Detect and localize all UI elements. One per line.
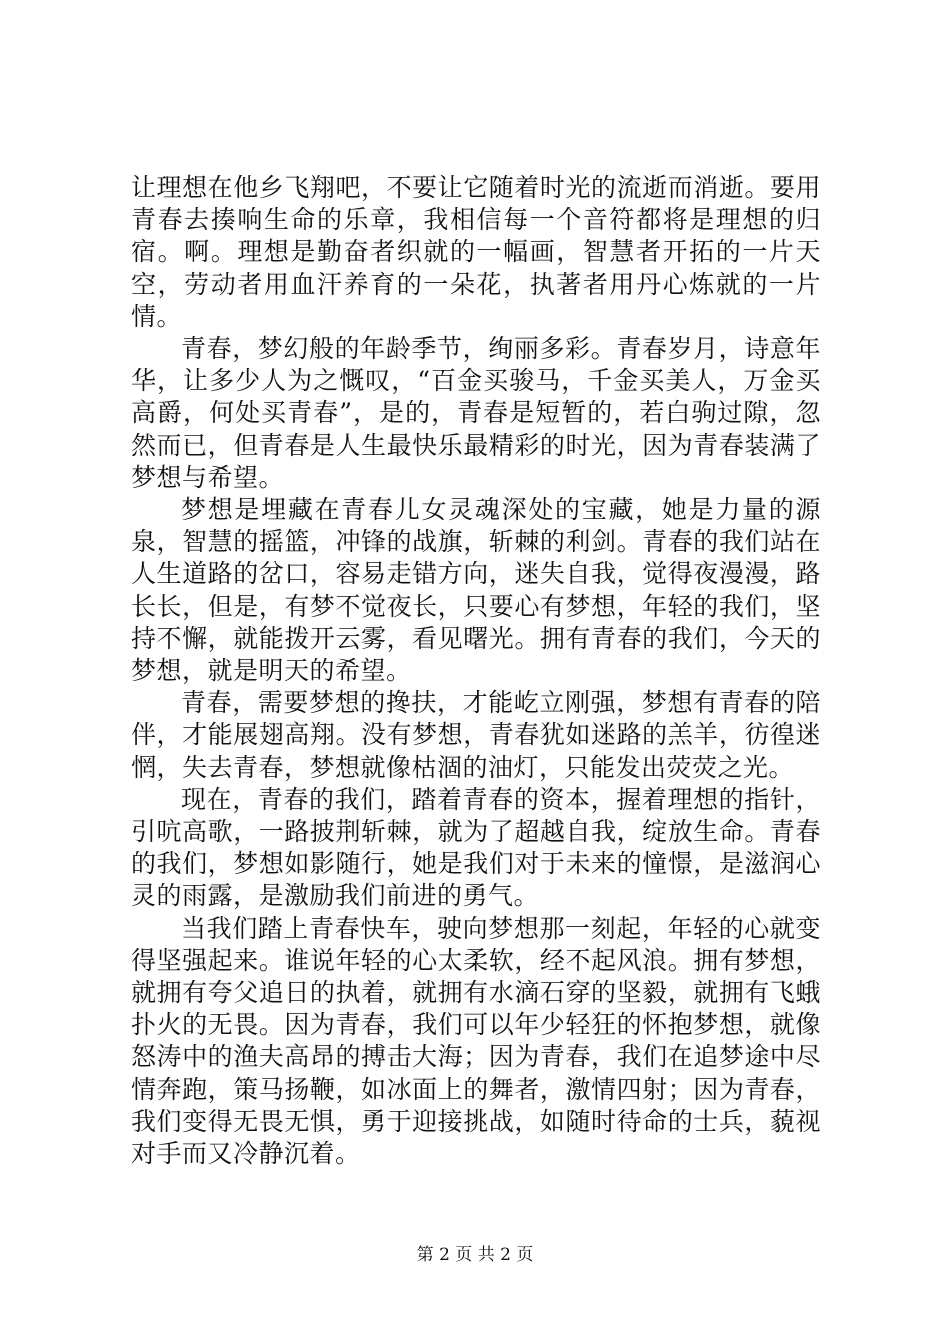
paragraph-4: 青春，需要梦想的搀扶，才能屹立刚强，梦想有青春的陪伴，才能展翅高翔。没有梦想，青春犹如迷路的羔羊，彷徨迷惘，失去青春，梦想就像枯涸的油灯，只能发出荧荧之光。 [131,688,821,782]
paragraph-3: 梦想是埋藏在青春儿女灵魂深处的宝藏，她是力量的源泉，智慧的摇篮，冲锋的战旗，斩棘的利剑。青春的我们站在人生道路的岔口，容易走错方向，迷失自我，觉得夜漫漫，路长长，但是，有梦不觉夜长，只要心有梦想，年轻的我们，坚持不懈，就能拨开云雾，看见曙光。拥有青春的我们，今天的梦想，就是明天的希望。 [131,495,821,686]
paragraph-5: 现在，青春的我们，踏着青春的资本，握着理想的指针，引吭高歌，一路披荆斩棘，就为了超越自我，绽放生命。青春的我们，梦想如影随行，她是我们对于未来的憧憬，是滋润心灵的雨露，是激励我们前进的勇气。 [131,784,821,911]
paragraph-6: 当我们踏上青春快车，驶向梦想那一刻起，年轻的心就变得坚强起来。谁说年轻的心太柔软，经不起风浪。拥有梦想，就拥有夸父追日的执着，就拥有水滴石穿的坚毅，就拥有飞蛾扑火的无畏。因为青春，我们可以年少轻狂的怀抱梦想，就像怒涛中的渔夫高昂的搏击大海；因为青春，我们在追梦途中尽情奔跑，策马扬鞭，如冰面上的舞者，激情四射；因为青春，我们变得无畏无惧，勇于迎接挑战，如随时待命的士兵，藐视对手而又冷静沉着。 [131,913,821,1169]
body-text [131,172,821,1170]
paragraph-1: 让理想在他乡飞翔吧，不要让它随着时光的流逝而消逝。要用青春去揍响生命的乐章，我相信每一个音符都将是理想的归宿。啊。理想是勤奋者织就的一幅画，智慧者开拓的一片天空，劳动者用血汗养育的一朵花，执著者用丹心炼就的一片情。 [131,173,821,331]
page-number: 第 2 页 共 2 页 [416,1245,534,1265]
paragraph-2: 青春，梦幻般的年龄季节，绚丽多彩。青春岁月，诗意年华，让多少人为之慨叹，“百金买骏马，千金买美人，万金买高爵，何处买青春”，是的，青春是短暂的，若白驹过隙，忽然而已，但青春是人生最快乐最精彩的时光，因为青春装满了梦想与希望。 [131,334,821,492]
page-footer [0,1244,950,1266]
